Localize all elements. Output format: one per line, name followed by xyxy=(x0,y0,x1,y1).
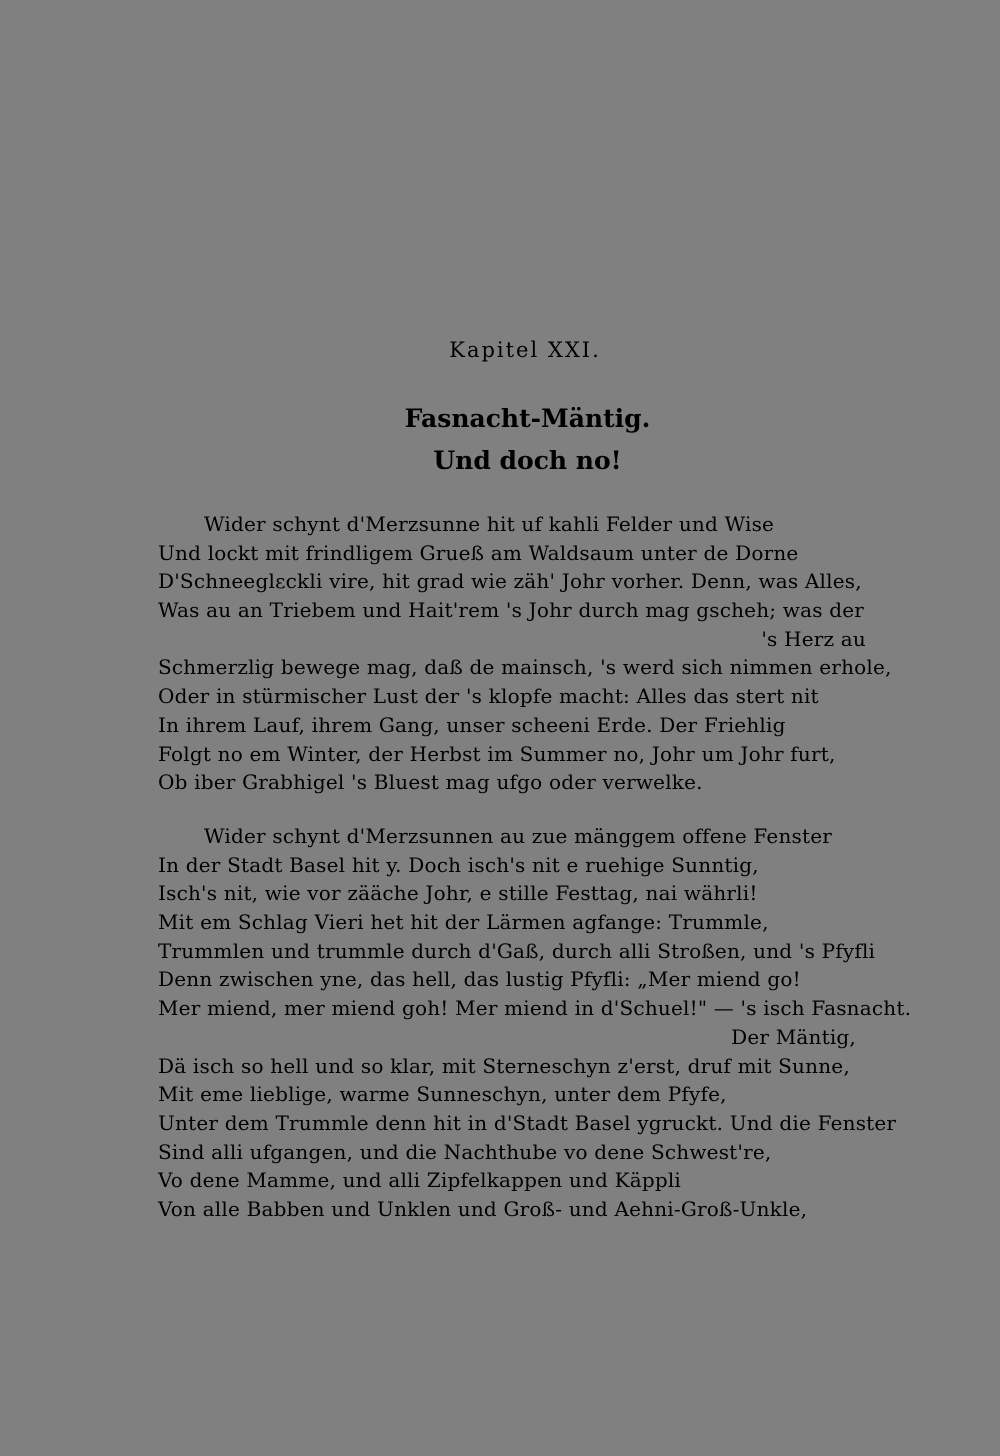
title-line-1: Fasnacht-Mäntig. xyxy=(404,404,651,433)
chapter-heading: Kapitel XXI. xyxy=(449,338,601,362)
verse-line-continuation: 's Herz au xyxy=(761,626,866,651)
verse-line: Wider schynt d'Merzsunnen au zue mänggem offene Fenster xyxy=(204,824,833,848)
stanza-2 xyxy=(158,822,918,1224)
verse-line: Folgt no em Winter, der Herbst im Summer no, Johr um Johr furt, xyxy=(158,741,836,766)
verse-line: Sind alli ufgangen, und die Nachthube vo dene Schwest're, xyxy=(158,1139,772,1164)
verse-line: Was au an Triebem und Hait'rem 's Johr durch mag gscheh; was der xyxy=(158,598,865,623)
verse-line: Mit eme lieblige, warme Sunneschyn, unter dem Pfyfe, xyxy=(158,1082,727,1107)
verse-line: Wider schynt d'Merzsunne hit uf kahli Felder und Wise xyxy=(204,512,775,536)
verse-line: Schmerzlig bewege mag, daß de mainsch, 's werd sich nimmen erhole, xyxy=(158,655,892,680)
verse-line: Unter dem Trummle denn hit in d'Stadt Basel ygruckt. Und die Fenster xyxy=(158,1110,897,1135)
verse-line: D'Schneeglεckli vire, hit grad wie zäh' Johr vorher. Denn, was Alles, xyxy=(158,569,862,594)
verse-line: Oder in stürmischer Lust der 's klopfe macht: Alles das stert nit xyxy=(158,684,819,709)
verse-line: Und lockt mit frindligem Grueß am Waldsaum unter de Dorne xyxy=(158,540,799,565)
verse-line: In ihrem Lauf, ihrem Gang, unser scheeni Erde. Der Friehlig xyxy=(158,712,786,737)
verse-line-continuation: Der Mäntig, xyxy=(731,1024,856,1049)
verse-line: Von alle Babben und Unklen und Groß- und Aehni-Groß-Unkle, xyxy=(158,1196,808,1221)
verse-line: Dä isch so hell und so klar, mit Sterneschyn z'erst, druf mit Sunne, xyxy=(158,1053,850,1078)
verse-line: Trummlen und trummle durch d'Gaß, durch alli Stroßen, und 's Pfyfli xyxy=(158,938,876,963)
verse-line: Mer miend, mer miend goh! Mer miend in d'Schuel!" — 's isch Fasnacht. xyxy=(158,996,912,1021)
title-line-2: Und doch no! xyxy=(433,446,622,475)
verse-line: Denn zwischen yne, das hell, das lustig Pfyfli: „Mer miend go! xyxy=(158,967,801,992)
verse-line: Mit em Schlag Vieri het hit der Lärmen agfange: Trummle, xyxy=(158,910,769,935)
verse-line: Vo dene Mamme, und alli Zipfelkappen und Käppli xyxy=(158,1168,682,1193)
verse-line: Ob iber Grabhigel 's Bluest mag ufgo oder verwelke. xyxy=(158,770,703,795)
stanza-1 xyxy=(158,510,918,797)
verse-line: Isch's nit, wie vor zääche Johr, e stille Festtag, nai währli! xyxy=(158,881,758,906)
verse-line: In der Stadt Basel hit y. Doch isch's nit e ruehige Sunntig, xyxy=(158,852,759,877)
